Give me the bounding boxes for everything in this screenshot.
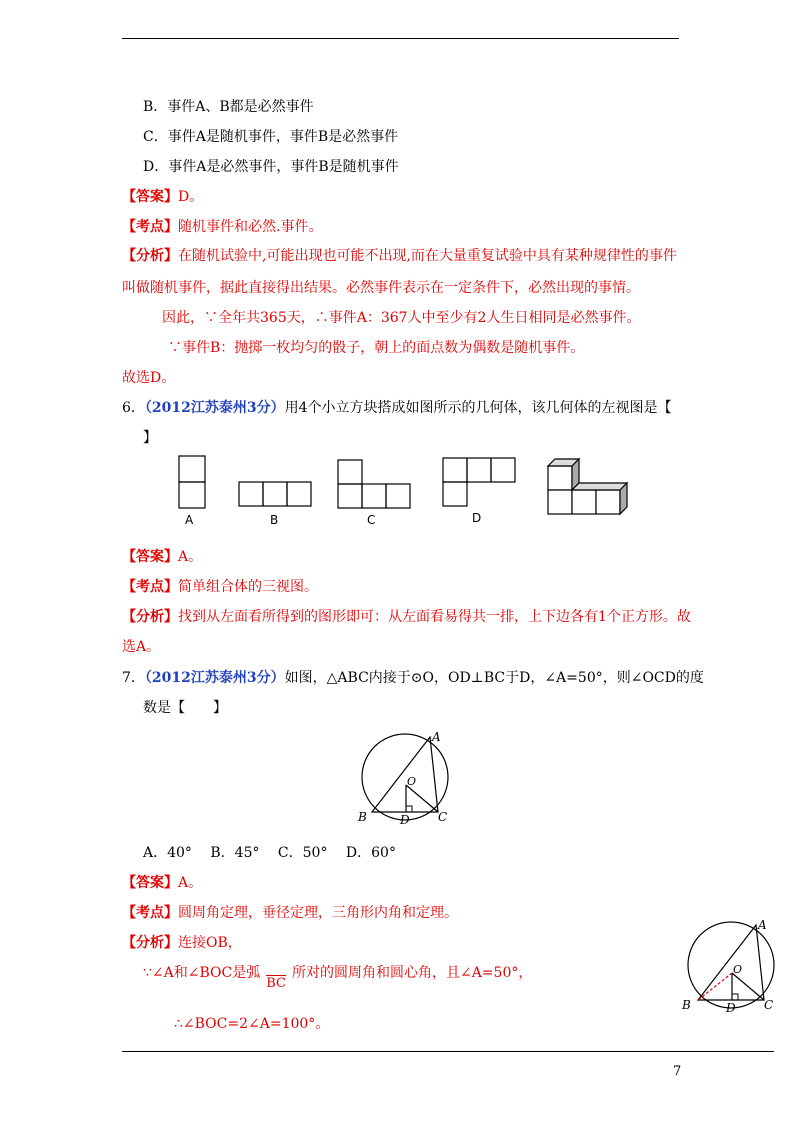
option-b-square-2 <box>263 482 287 506</box>
option-d-square-3 <box>491 458 515 482</box>
q6-stem-end: 】 <box>143 430 157 446</box>
answer-tag: 【答案】 <box>122 875 178 891</box>
option-c-square-2 <box>362 484 386 508</box>
footer-rule <box>122 1051 774 1052</box>
q5-fenxi <box>122 246 677 266</box>
q7-source: （2012江苏泰州3分） <box>144 670 285 686</box>
answer-text: D。 <box>178 189 204 205</box>
label-c: C <box>764 998 774 1012</box>
q7-choices: A．40° B．45° C．50° D．60° <box>143 845 396 861</box>
q6-number: 6． <box>122 400 145 416</box>
label-o: O <box>407 775 417 788</box>
q6-figure <box>170 448 650 530</box>
q7-fenxi <box>122 933 242 953</box>
option-a-top-square <box>179 456 205 482</box>
q7-number: 7． <box>122 670 145 686</box>
kaodian-text: 圆周角定理，垂径定理，三角形内角和定理。 <box>178 905 458 921</box>
q7-figure <box>350 725 460 830</box>
q6-answer <box>122 547 202 567</box>
option-c-square-1 <box>338 484 362 508</box>
option-d: D．事件A是必然事件，事件B是随机事件 <box>143 159 399 175</box>
label-d: D <box>400 813 410 827</box>
q7-fenxi-line3: ∴∠BOC=2∠A=100°。 <box>174 1016 330 1032</box>
q6-stem-text: 用4个小立方块搭成如图所示的几何体，该几何体的左视图是【 <box>284 400 672 416</box>
fig-label-b: B <box>270 513 279 527</box>
fenxi-text: 在随机试验中,可能出现也可能不出现,而在大量重复试验中具有某种规律性的事件 <box>178 248 677 264</box>
page-number: 7 <box>673 1064 682 1079</box>
option-c-square-3 <box>386 484 410 508</box>
arc-bc: BC <box>266 976 286 991</box>
q7-answer <box>122 873 202 893</box>
fig-label-d: D <box>472 511 482 525</box>
answer-text: A。 <box>178 549 203 565</box>
answer-tag: 【答案】 <box>122 549 178 565</box>
kaodian-tag: 【考点】 <box>122 219 178 235</box>
q5-kaodian <box>122 217 322 237</box>
kaodian-tag: 【考点】 <box>122 579 178 595</box>
option-d-square-1 <box>443 458 467 482</box>
fenxi-text: 连接OB， <box>178 935 242 951</box>
fenxi-text-a: ∵∠A和∠BOC是弧 <box>143 965 261 981</box>
option-a-bottom-square <box>179 482 205 508</box>
q7-fenxi-line2 <box>143 963 533 991</box>
label-b: B <box>682 998 691 1012</box>
fenxi-text: 找到从左面看所得到的图形即可：从左面看易得共一排，上下边各有1个正方形。故 <box>178 609 691 625</box>
q7-kaodian <box>122 903 458 923</box>
option-c: C．事件A是随机事件，事件B是必然事件 <box>143 129 399 145</box>
q6-fenxi <box>122 607 691 627</box>
q5-fenxi-line2: 叫做随机事件，据此直接得出结果。必然事件表示在一定条件下，必然出现的事情。 <box>122 280 640 296</box>
q5-fenxi-line4: ∵事件B：抛掷一枚均匀的骰子，朝上的面点数为偶数是随机事件。 <box>168 340 585 356</box>
fenxi-tag: 【分析】 <box>122 609 178 625</box>
q7-stem <box>122 668 704 688</box>
q6-source: （2012江苏泰州3分） <box>144 400 285 416</box>
answer-text: A。 <box>178 875 203 891</box>
q7-analysis-figure <box>676 913 786 1018</box>
kaodian-text: 简单组合体的三视图。 <box>178 579 318 595</box>
option-d-square-2 <box>467 458 491 482</box>
label-b: B <box>358 810 367 824</box>
fig-label-c: C <box>367 513 376 527</box>
option-b-square-3 <box>287 482 311 506</box>
label-a: A <box>758 918 767 932</box>
q7-stem-text: 如图，△ABC内接于⊙O，OD⊥BC于D，∠A=50°，则∠OCD的度 <box>284 670 704 686</box>
fenxi-text-b: 所对的圆周角和圆心角，且∠A=50°， <box>291 965 533 981</box>
q5-fenxi-line5: 故选D。 <box>122 370 176 386</box>
solid-3d-figure <box>548 459 627 514</box>
option-c-square-top <box>338 460 362 484</box>
q5-answer <box>122 187 203 207</box>
label-a: A <box>432 730 441 744</box>
kaodian-text: 随机事件和必然.事件。 <box>178 219 323 235</box>
fig-label-a: A <box>185 513 194 527</box>
label-o: O <box>733 963 743 976</box>
header-rule <box>122 38 679 39</box>
label-c: C <box>438 810 448 824</box>
option-b-square-1 <box>239 482 263 506</box>
fenxi-tag: 【分析】 <box>122 248 178 264</box>
label-d: D <box>726 1001 736 1015</box>
fenxi-tag: 【分析】 <box>122 935 178 951</box>
kaodian-tag: 【考点】 <box>122 905 178 921</box>
option-b: B．事件A、B都是必然事件 <box>143 99 314 115</box>
q6-stem <box>122 398 672 418</box>
option-d-square-bottom <box>443 482 467 506</box>
q6-kaodian <box>122 577 318 597</box>
q6-fenxi-line2: 选A。 <box>122 639 161 655</box>
answer-tag: 【答案】 <box>122 189 178 205</box>
q5-fenxi-line3: 因此，∵全年共365天，∴事件A：367人中至少有2人生日相同是必然事件。 <box>162 310 641 326</box>
q7-stem-line2: 数是【 】 <box>143 700 227 716</box>
